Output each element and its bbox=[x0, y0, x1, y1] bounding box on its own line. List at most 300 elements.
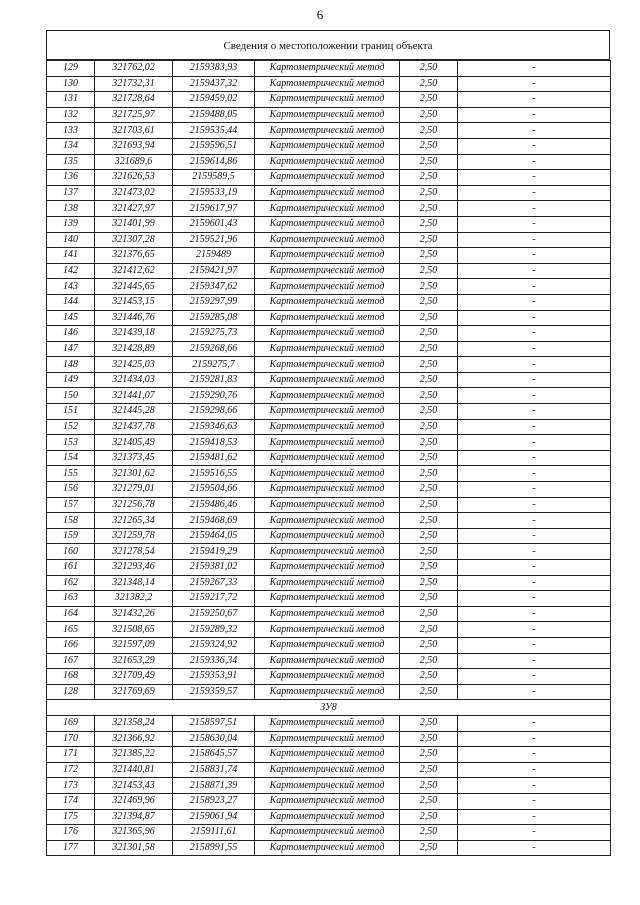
accuracy-cell: 2,50 bbox=[400, 450, 458, 466]
accuracy-cell: 2,50 bbox=[400, 606, 458, 622]
y-coordinate-cell: 2159250,67 bbox=[173, 606, 255, 622]
table-row bbox=[47, 684, 611, 700]
table-row bbox=[47, 731, 611, 747]
x-coordinate-cell: 321366,92 bbox=[95, 731, 173, 747]
point-number-cell: 169 bbox=[47, 715, 95, 731]
y-coordinate-cell: 2159383,93 bbox=[173, 61, 255, 77]
point-number-cell: 177 bbox=[47, 840, 95, 856]
point-number-cell: 139 bbox=[47, 216, 95, 232]
accuracy-cell: 2,50 bbox=[400, 684, 458, 700]
description-cell: - bbox=[458, 76, 611, 92]
point-number-cell: 163 bbox=[47, 591, 95, 607]
accuracy-cell: 2,50 bbox=[400, 372, 458, 388]
x-coordinate-cell: 321265,34 bbox=[95, 513, 173, 529]
y-coordinate-cell: 2159217,72 bbox=[173, 591, 255, 607]
table-row bbox=[47, 637, 611, 653]
table-row bbox=[47, 326, 611, 342]
method-cell: Картометрический метод bbox=[255, 637, 400, 653]
accuracy-cell: 2,50 bbox=[400, 310, 458, 326]
accuracy-cell: 2,50 bbox=[400, 653, 458, 669]
method-cell: Картометрический метод bbox=[255, 575, 400, 591]
table-title: Сведения о местоположении границ объекта bbox=[46, 30, 610, 60]
section-header-body bbox=[47, 700, 611, 716]
point-number-cell: 142 bbox=[47, 263, 95, 279]
accuracy-cell: 2,50 bbox=[400, 637, 458, 653]
y-coordinate-cell: 2159533,19 bbox=[173, 185, 255, 201]
table-row bbox=[47, 466, 611, 482]
table-row bbox=[47, 840, 611, 856]
x-coordinate-cell: 321256,78 bbox=[95, 497, 173, 513]
point-number-cell: 158 bbox=[47, 513, 95, 529]
description-cell: - bbox=[458, 809, 611, 825]
section-row bbox=[47, 700, 611, 716]
point-number-cell: 162 bbox=[47, 575, 95, 591]
table-row bbox=[47, 185, 611, 201]
table-row bbox=[47, 653, 611, 669]
point-number-cell: 135 bbox=[47, 154, 95, 170]
description-cell: - bbox=[458, 778, 611, 794]
x-coordinate-cell: 321373,45 bbox=[95, 450, 173, 466]
accuracy-cell: 2,50 bbox=[400, 185, 458, 201]
table-row bbox=[47, 669, 611, 685]
table-row bbox=[47, 482, 611, 498]
y-coordinate-cell: 2159516,55 bbox=[173, 466, 255, 482]
point-number-cell: 157 bbox=[47, 497, 95, 513]
description-cell: - bbox=[458, 404, 611, 420]
method-cell: Картометрический метод bbox=[255, 326, 400, 342]
x-coordinate-cell: 321348,14 bbox=[95, 575, 173, 591]
x-coordinate-cell: 321469,96 bbox=[95, 793, 173, 809]
description-cell: - bbox=[458, 61, 611, 77]
accuracy-cell: 2,50 bbox=[400, 809, 458, 825]
point-number-cell: 171 bbox=[47, 747, 95, 763]
description-cell: - bbox=[458, 793, 611, 809]
table-row bbox=[47, 591, 611, 607]
method-cell: Картометрический метод bbox=[255, 388, 400, 404]
y-coordinate-cell: 2159601,43 bbox=[173, 216, 255, 232]
x-coordinate-cell: 321725,97 bbox=[95, 107, 173, 123]
accuracy-cell: 2,50 bbox=[400, 138, 458, 154]
y-coordinate-cell: 2159617,97 bbox=[173, 201, 255, 217]
point-number-cell: 150 bbox=[47, 388, 95, 404]
y-coordinate-cell: 2159268,66 bbox=[173, 341, 255, 357]
method-cell: Картометрический метод bbox=[255, 715, 400, 731]
description-cell: - bbox=[458, 560, 611, 576]
point-number-cell: 176 bbox=[47, 825, 95, 841]
x-coordinate-cell: 321401,99 bbox=[95, 216, 173, 232]
point-number-cell: 160 bbox=[47, 544, 95, 560]
method-cell: Картометрический метод bbox=[255, 107, 400, 123]
description-cell: - bbox=[458, 123, 611, 139]
accuracy-cell: 2,50 bbox=[400, 154, 458, 170]
description-cell: - bbox=[458, 840, 611, 856]
accuracy-cell: 2,50 bbox=[400, 482, 458, 498]
accuracy-cell: 2,50 bbox=[400, 107, 458, 123]
table-row bbox=[47, 372, 611, 388]
table-row bbox=[47, 388, 611, 404]
accuracy-cell: 2,50 bbox=[400, 669, 458, 685]
accuracy-cell: 2,50 bbox=[400, 232, 458, 248]
accuracy-cell: 2,50 bbox=[400, 575, 458, 591]
table-row bbox=[47, 61, 611, 77]
point-number-cell: 161 bbox=[47, 560, 95, 576]
method-cell: Картометрический метод bbox=[255, 341, 400, 357]
x-coordinate-cell: 321653,29 bbox=[95, 653, 173, 669]
x-coordinate-cell: 321441,07 bbox=[95, 388, 173, 404]
table-row bbox=[47, 341, 611, 357]
description-cell: - bbox=[458, 294, 611, 310]
y-coordinate-cell: 2159275,73 bbox=[173, 326, 255, 342]
point-number-cell: 172 bbox=[47, 762, 95, 778]
x-coordinate-cell: 321728,64 bbox=[95, 92, 173, 108]
y-coordinate-cell: 2159336,34 bbox=[173, 653, 255, 669]
accuracy-cell: 2,50 bbox=[400, 466, 458, 482]
accuracy-cell: 2,50 bbox=[400, 497, 458, 513]
point-number-cell: 141 bbox=[47, 248, 95, 264]
description-cell: - bbox=[458, 684, 611, 700]
y-coordinate-cell: 2159521,96 bbox=[173, 232, 255, 248]
y-coordinate-cell: 2159459,02 bbox=[173, 92, 255, 108]
point-number-cell: 132 bbox=[47, 107, 95, 123]
y-coordinate-cell: 2159421,97 bbox=[173, 263, 255, 279]
description-cell: - bbox=[458, 92, 611, 108]
table-row bbox=[47, 747, 611, 763]
accuracy-cell: 2,50 bbox=[400, 294, 458, 310]
point-number-cell: 173 bbox=[47, 778, 95, 794]
y-coordinate-cell: 2159419,29 bbox=[173, 544, 255, 560]
accuracy-cell: 2,50 bbox=[400, 404, 458, 420]
accuracy-cell: 2,50 bbox=[400, 92, 458, 108]
point-number-cell: 152 bbox=[47, 419, 95, 435]
x-coordinate-cell: 321425,03 bbox=[95, 357, 173, 373]
x-coordinate-cell: 321394,87 bbox=[95, 809, 173, 825]
point-number-cell: 159 bbox=[47, 528, 95, 544]
table-body-zu8 bbox=[47, 715, 611, 855]
method-cell: Картометрический метод bbox=[255, 372, 400, 388]
y-coordinate-cell: 2158871,39 bbox=[173, 778, 255, 794]
y-coordinate-cell: 2159297,99 bbox=[173, 294, 255, 310]
table-row bbox=[47, 497, 611, 513]
x-coordinate-cell: 321427,97 bbox=[95, 201, 173, 217]
table-row bbox=[47, 123, 611, 139]
y-coordinate-cell: 2159346,63 bbox=[173, 419, 255, 435]
accuracy-cell: 2,50 bbox=[400, 825, 458, 841]
method-cell: Картометрический метод bbox=[255, 357, 400, 373]
description-cell: - bbox=[458, 216, 611, 232]
accuracy-cell: 2,50 bbox=[400, 840, 458, 856]
table-row bbox=[47, 560, 611, 576]
method-cell: Картометрический метод bbox=[255, 419, 400, 435]
accuracy-cell: 2,50 bbox=[400, 61, 458, 77]
method-cell: Картометрический метод bbox=[255, 185, 400, 201]
point-number-cell: 156 bbox=[47, 482, 95, 498]
accuracy-cell: 2,50 bbox=[400, 731, 458, 747]
method-cell: Картометрический метод bbox=[255, 778, 400, 794]
description-cell: - bbox=[458, 637, 611, 653]
table-row bbox=[47, 435, 611, 451]
x-coordinate-cell: 321437,78 bbox=[95, 419, 173, 435]
accuracy-cell: 2,50 bbox=[400, 544, 458, 560]
description-cell: - bbox=[458, 731, 611, 747]
accuracy-cell: 2,50 bbox=[400, 248, 458, 264]
y-coordinate-cell: 2159275,7 bbox=[173, 357, 255, 373]
y-coordinate-cell: 2159614,86 bbox=[173, 154, 255, 170]
point-number-cell: 138 bbox=[47, 201, 95, 217]
description-cell: - bbox=[458, 715, 611, 731]
point-number-cell: 151 bbox=[47, 404, 95, 420]
description-cell: - bbox=[458, 466, 611, 482]
table-row bbox=[47, 809, 611, 825]
point-number-cell: 164 bbox=[47, 606, 95, 622]
x-coordinate-cell: 321301,58 bbox=[95, 840, 173, 856]
method-cell: Картометрический метод bbox=[255, 123, 400, 139]
point-number-cell: 154 bbox=[47, 450, 95, 466]
table-row bbox=[47, 154, 611, 170]
point-number-cell: 137 bbox=[47, 185, 95, 201]
x-coordinate-cell: 321689,6 bbox=[95, 154, 173, 170]
y-coordinate-cell: 2159535,44 bbox=[173, 123, 255, 139]
method-cell: Картометрический метод bbox=[255, 669, 400, 685]
y-coordinate-cell: 2159359,57 bbox=[173, 684, 255, 700]
x-coordinate-cell: 321376,65 bbox=[95, 248, 173, 264]
table-row bbox=[47, 138, 611, 154]
y-coordinate-cell: 2159488,05 bbox=[173, 107, 255, 123]
table-row bbox=[47, 216, 611, 232]
x-coordinate-cell: 321597,09 bbox=[95, 637, 173, 653]
y-coordinate-cell: 2158923,27 bbox=[173, 793, 255, 809]
point-number-cell: 174 bbox=[47, 793, 95, 809]
y-coordinate-cell: 2159285,08 bbox=[173, 310, 255, 326]
method-cell: Картометрический метод bbox=[255, 653, 400, 669]
method-cell: Картометрический метод bbox=[255, 76, 400, 92]
description-cell: - bbox=[458, 138, 611, 154]
point-number-cell: 170 bbox=[47, 731, 95, 747]
accuracy-cell: 2,50 bbox=[400, 419, 458, 435]
method-cell: Картометрический метод bbox=[255, 497, 400, 513]
table-row bbox=[47, 263, 611, 279]
method-cell: Картометрический метод bbox=[255, 825, 400, 841]
accuracy-cell: 2,50 bbox=[400, 528, 458, 544]
x-coordinate-cell: 321473,02 bbox=[95, 185, 173, 201]
point-number-cell: 147 bbox=[47, 341, 95, 357]
y-coordinate-cell: 2158597,51 bbox=[173, 715, 255, 731]
point-number-cell: 167 bbox=[47, 653, 95, 669]
description-cell: - bbox=[458, 606, 611, 622]
description-cell: - bbox=[458, 232, 611, 248]
point-number-cell: 133 bbox=[47, 123, 95, 139]
y-coordinate-cell: 2159281,83 bbox=[173, 372, 255, 388]
table-body-main bbox=[47, 61, 611, 700]
method-cell: Картометрический метод bbox=[255, 606, 400, 622]
point-number-cell: 165 bbox=[47, 622, 95, 638]
method-cell: Картометрический метод bbox=[255, 513, 400, 529]
accuracy-cell: 2,50 bbox=[400, 201, 458, 217]
method-cell: Картометрический метод bbox=[255, 138, 400, 154]
x-coordinate-cell: 321626,53 bbox=[95, 170, 173, 186]
y-coordinate-cell: 2159111,61 bbox=[173, 825, 255, 841]
y-coordinate-cell: 2159324,92 bbox=[173, 637, 255, 653]
x-coordinate-cell: 321279,01 bbox=[95, 482, 173, 498]
point-number-cell: 128 bbox=[47, 684, 95, 700]
table-row bbox=[47, 575, 611, 591]
description-cell: - bbox=[458, 326, 611, 342]
y-coordinate-cell: 2158831,74 bbox=[173, 762, 255, 778]
method-cell: Картометрический метод bbox=[255, 684, 400, 700]
table-row bbox=[47, 544, 611, 560]
description-cell: - bbox=[458, 575, 611, 591]
section-label: ЗУ8 bbox=[47, 700, 611, 716]
method-cell: Картометрический метод bbox=[255, 310, 400, 326]
point-number-cell: 134 bbox=[47, 138, 95, 154]
x-coordinate-cell: 321445,28 bbox=[95, 404, 173, 420]
description-cell: - bbox=[458, 544, 611, 560]
accuracy-cell: 2,50 bbox=[400, 591, 458, 607]
table-row bbox=[47, 419, 611, 435]
method-cell: Картометрический метод bbox=[255, 216, 400, 232]
x-coordinate-cell: 321405,49 bbox=[95, 435, 173, 451]
point-number-cell: 131 bbox=[47, 92, 95, 108]
table-row bbox=[47, 528, 611, 544]
accuracy-cell: 2,50 bbox=[400, 279, 458, 295]
description-cell: - bbox=[458, 357, 611, 373]
description-cell: - bbox=[458, 825, 611, 841]
y-coordinate-cell: 2159298,66 bbox=[173, 404, 255, 420]
x-coordinate-cell: 321278,54 bbox=[95, 544, 173, 560]
description-cell: - bbox=[458, 341, 611, 357]
y-coordinate-cell: 2159381,02 bbox=[173, 560, 255, 576]
description-cell: - bbox=[458, 497, 611, 513]
description-cell: - bbox=[458, 747, 611, 763]
method-cell: Картометрический метод bbox=[255, 544, 400, 560]
table-row bbox=[47, 450, 611, 466]
accuracy-cell: 2,50 bbox=[400, 778, 458, 794]
y-coordinate-cell: 2159418,53 bbox=[173, 435, 255, 451]
accuracy-cell: 2,50 bbox=[400, 747, 458, 763]
x-coordinate-cell: 321453,15 bbox=[95, 294, 173, 310]
method-cell: Картометрический метод bbox=[255, 747, 400, 763]
method-cell: Картометрический метод bbox=[255, 232, 400, 248]
point-number-cell: 140 bbox=[47, 232, 95, 248]
y-coordinate-cell: 2159589,5 bbox=[173, 170, 255, 186]
accuracy-cell: 2,50 bbox=[400, 513, 458, 529]
accuracy-cell: 2,50 bbox=[400, 560, 458, 576]
description-cell: - bbox=[458, 450, 611, 466]
x-coordinate-cell: 321439,18 bbox=[95, 326, 173, 342]
point-number-cell: 149 bbox=[47, 372, 95, 388]
method-cell: Картометрический метод bbox=[255, 154, 400, 170]
method-cell: Картометрический метод bbox=[255, 840, 400, 856]
method-cell: Картометрический метод bbox=[255, 61, 400, 77]
method-cell: Картометрический метод bbox=[255, 591, 400, 607]
x-coordinate-cell: 321365,96 bbox=[95, 825, 173, 841]
description-cell: - bbox=[458, 669, 611, 685]
page-number: 6 bbox=[316, 7, 324, 22]
method-cell: Картометрический метод bbox=[255, 793, 400, 809]
x-coordinate-cell: 321453,43 bbox=[95, 778, 173, 794]
x-coordinate-cell: 321301,62 bbox=[95, 466, 173, 482]
method-cell: Картометрический метод bbox=[255, 263, 400, 279]
table-row bbox=[47, 606, 611, 622]
y-coordinate-cell: 2159353,91 bbox=[173, 669, 255, 685]
y-coordinate-cell: 2159486,46 bbox=[173, 497, 255, 513]
method-cell: Картометрический метод bbox=[255, 92, 400, 108]
y-coordinate-cell: 2159468,69 bbox=[173, 513, 255, 529]
x-coordinate-cell: 321693,94 bbox=[95, 138, 173, 154]
table-row bbox=[47, 310, 611, 326]
method-cell: Картометрический метод bbox=[255, 762, 400, 778]
description-cell: - bbox=[458, 201, 611, 217]
table-row bbox=[47, 357, 611, 373]
method-cell: Картометрический метод bbox=[255, 404, 400, 420]
table-row bbox=[47, 201, 611, 217]
description-cell: - bbox=[458, 528, 611, 544]
point-number-cell: 130 bbox=[47, 76, 95, 92]
accuracy-cell: 2,50 bbox=[400, 762, 458, 778]
x-coordinate-cell: 321445,65 bbox=[95, 279, 173, 295]
accuracy-cell: 2,50 bbox=[400, 793, 458, 809]
method-cell: Картометрический метод bbox=[255, 170, 400, 186]
point-number-cell: 155 bbox=[47, 466, 95, 482]
y-coordinate-cell: 2159464,05 bbox=[173, 528, 255, 544]
point-number-cell: 166 bbox=[47, 637, 95, 653]
method-cell: Картометрический метод bbox=[255, 201, 400, 217]
table-row bbox=[47, 778, 611, 794]
x-coordinate-cell: 321732,31 bbox=[95, 76, 173, 92]
y-coordinate-cell: 2159061,94 bbox=[173, 809, 255, 825]
point-number-cell: 136 bbox=[47, 170, 95, 186]
description-cell: - bbox=[458, 248, 611, 264]
description-cell: - bbox=[458, 388, 611, 404]
method-cell: Картометрический метод bbox=[255, 450, 400, 466]
accuracy-cell: 2,50 bbox=[400, 435, 458, 451]
table-row bbox=[47, 762, 611, 778]
table-row bbox=[47, 513, 611, 529]
y-coordinate-cell: 2159437,32 bbox=[173, 76, 255, 92]
y-coordinate-cell: 2159289,32 bbox=[173, 622, 255, 638]
table-row bbox=[47, 170, 611, 186]
point-number-cell: 144 bbox=[47, 294, 95, 310]
point-number-cell: 148 bbox=[47, 357, 95, 373]
description-cell: - bbox=[458, 419, 611, 435]
method-cell: Картометрический метод bbox=[255, 731, 400, 747]
accuracy-cell: 2,50 bbox=[400, 622, 458, 638]
method-cell: Картометрический метод bbox=[255, 294, 400, 310]
x-coordinate-cell: 321293,46 bbox=[95, 560, 173, 576]
point-number-cell: 143 bbox=[47, 279, 95, 295]
description-cell: - bbox=[458, 622, 611, 638]
method-cell: Картометрический метод bbox=[255, 528, 400, 544]
description-cell: - bbox=[458, 170, 611, 186]
x-coordinate-cell: 321434,03 bbox=[95, 372, 173, 388]
description-cell: - bbox=[458, 513, 611, 529]
description-cell: - bbox=[458, 279, 611, 295]
point-number-cell: 153 bbox=[47, 435, 95, 451]
table-row bbox=[47, 622, 611, 638]
description-cell: - bbox=[458, 310, 611, 326]
description-cell: - bbox=[458, 263, 611, 279]
x-coordinate-cell: 321259,78 bbox=[95, 528, 173, 544]
x-coordinate-cell: 321769,69 bbox=[95, 684, 173, 700]
x-coordinate-cell: 321307,28 bbox=[95, 232, 173, 248]
method-cell: Картометрический метод bbox=[255, 809, 400, 825]
accuracy-cell: 2,50 bbox=[400, 715, 458, 731]
x-coordinate-cell: 321508,65 bbox=[95, 622, 173, 638]
x-coordinate-cell: 321382,2 bbox=[95, 591, 173, 607]
description-cell: - bbox=[458, 591, 611, 607]
boundary-coordinates-table bbox=[46, 60, 611, 856]
table-row bbox=[47, 248, 611, 264]
x-coordinate-cell: 321385,22 bbox=[95, 747, 173, 763]
